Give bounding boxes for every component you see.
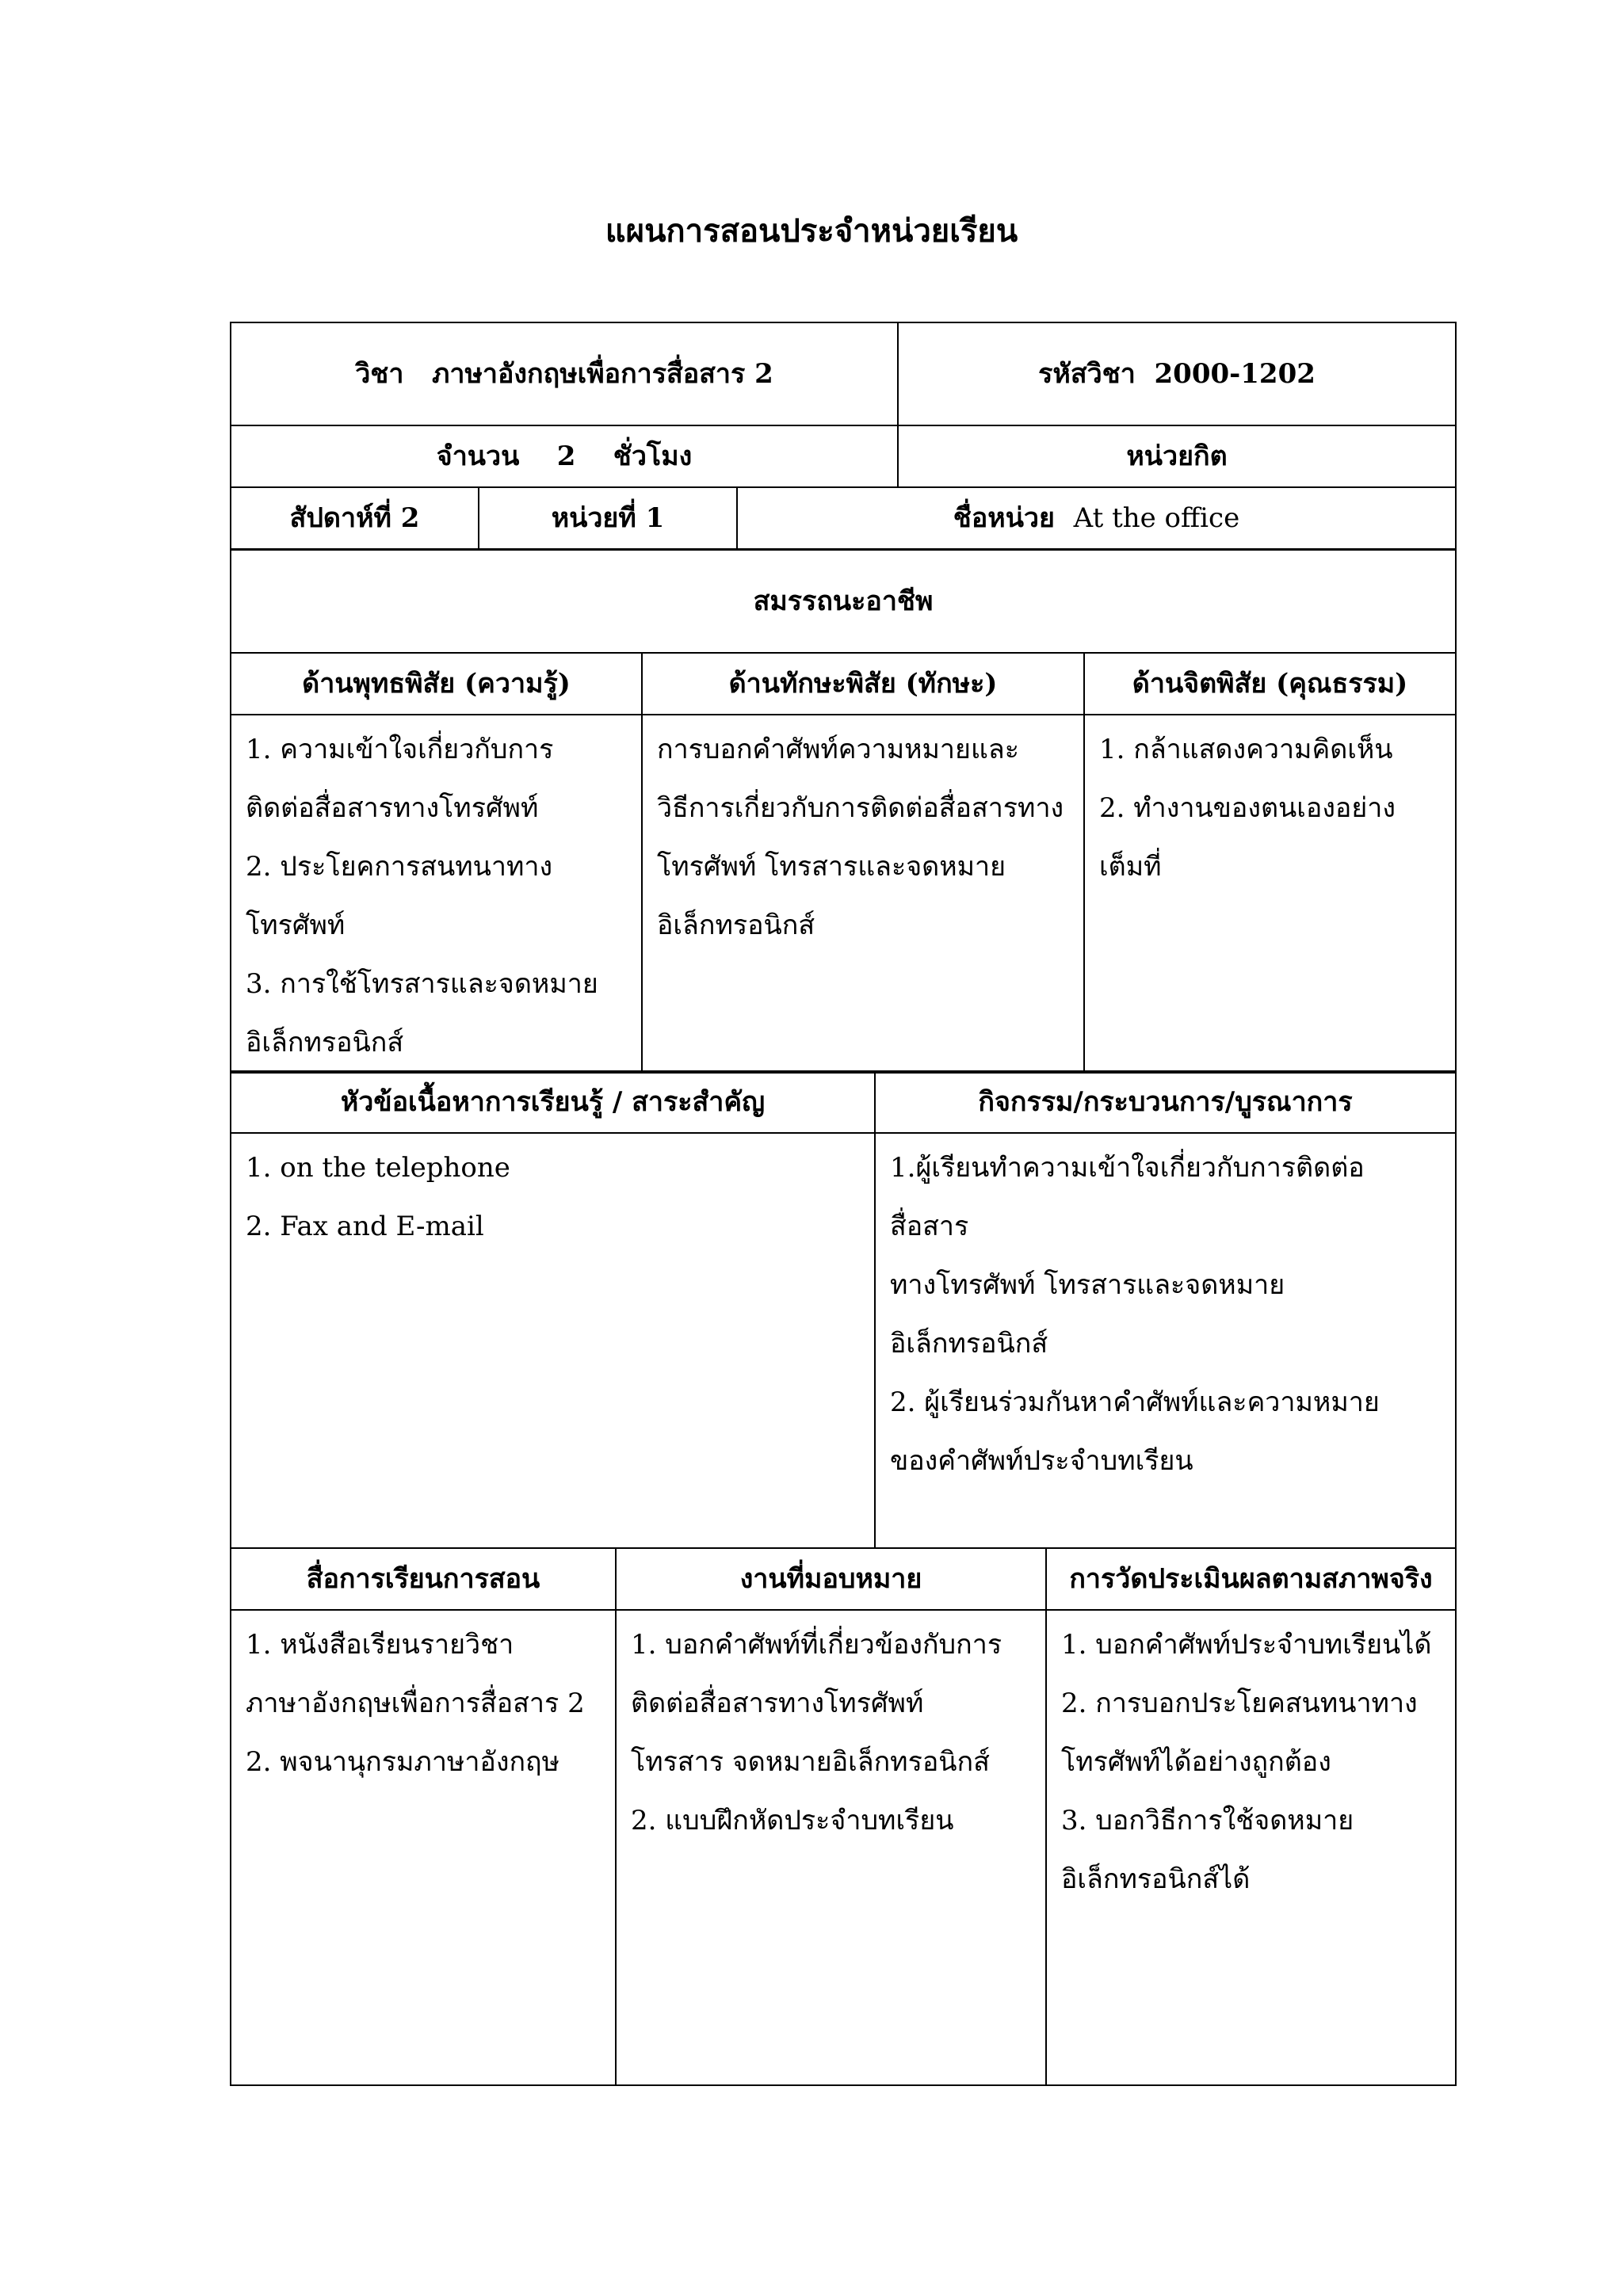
assign-heading: งานที่มอบหมาย [616, 1548, 1046, 1610]
skill-heading: ด้านทักษะพิสัย (ทักษะ) [642, 653, 1084, 715]
text-line: อิเล็กทรอนิกส์ [890, 1328, 1048, 1360]
code-cell [898, 322, 1456, 425]
text-line: ติดต่อสื่อสารทางโทรศัพท์ [631, 1688, 924, 1719]
subject-label: วิชา [355, 358, 404, 390]
activities-heading: กิจกรรม/กระบวนการ/บูรณาการ [875, 1071, 1456, 1133]
text-line: ทางโทรศัพท์ โทรสารและจดหมาย [890, 1269, 1285, 1301]
text-line: 2. แบบฝึกหัดประจำบทเรียน [631, 1805, 954, 1836]
text-line: อิเล็กทรอนิกส์ได้ [1061, 1863, 1251, 1895]
unit-label: หน่วยที่ [551, 502, 636, 534]
topics-heading: หัวข้อเนื้อหาการเรียนรู้ / สาระสำคัญ [231, 1071, 875, 1133]
eval-heading: การวัดประเมินผลตามสภาพจริง [1046, 1548, 1456, 1610]
bottom-table [230, 1547, 1455, 2086]
assign-cell [616, 1610, 1046, 2085]
hours-cell [231, 425, 898, 487]
text-line: 2. ทำงานของตนเองอย่าง [1099, 792, 1396, 824]
media-heading: สื่อการเรียนการสอน [231, 1548, 616, 1610]
text-line: 2. การบอกประโยคสนทนาทาง [1061, 1688, 1418, 1719]
text-line: ของคำศัพท์ประจำบทเรียน [890, 1445, 1193, 1477]
text-line: ภาษาอังกฤษเพื่อการสื่อสาร 2 [246, 1688, 585, 1719]
code-label: รหัสวิชา [1038, 358, 1136, 390]
text-line: โทรศัพท์ได้อย่างถูกต้อง [1061, 1746, 1331, 1778]
knowledge-heading: ด้านพุทธพิสัย (ความรู้) [231, 653, 642, 715]
skill-cell [642, 715, 1084, 1073]
hours-value: 2 [556, 441, 576, 472]
activities-cell [875, 1133, 1456, 1548]
text-line: วิธีการเกี่ยวกับการติดต่อสื่อสารทาง [657, 792, 1064, 824]
attitude-heading: ด้านจิตพิสัย (คุณธรรม) [1084, 653, 1456, 715]
unit-cell [479, 487, 737, 549]
text-line: 2. ผู้เรียนร่วมกันหาคำศัพท์และความหมาย [890, 1386, 1380, 1418]
subject-cell [231, 322, 898, 425]
competency-heading: สมรรถนะอาชีพ [231, 550, 1456, 653]
text-line: 2. Fax and E-mail [246, 1211, 484, 1242]
hours-unit: ชั่วโมง [613, 441, 693, 472]
text-line: โทรศัพท์ [246, 910, 346, 941]
text-line: 1. บอกคำศัพท์ที่เกี่ยวข้องกับการ [631, 1629, 1002, 1661]
text-line: 2. พจนานุกรมภาษาอังกฤษ [246, 1746, 560, 1778]
text-line: 1. on the telephone [246, 1152, 510, 1184]
eval-cell [1046, 1610, 1456, 2085]
header-table [230, 322, 1455, 550]
text-line: 2. ประโยคการสนทนาทาง [246, 851, 553, 883]
week-label: สัปดาห์ที่ [289, 502, 391, 534]
text-line: 1. บอกคำศัพท์ประจำบทเรียนได้ [1061, 1629, 1432, 1661]
unit-name-cell [737, 487, 1456, 549]
text-line: 1.ผู้เรียนทำความเข้าใจเกี่ยวกับการติดต่อสื่อสาร [890, 1152, 1365, 1242]
unit-name-value: At the office [1073, 502, 1240, 534]
credit-cell [898, 425, 1456, 487]
text-line: การบอกคำศัพท์ความหมายและ [657, 734, 1019, 765]
week-cell [231, 487, 479, 549]
text-line: 1. ความเข้าใจเกี่ยวกับการ [246, 734, 554, 765]
content-table [230, 1070, 1455, 1549]
media-cell [231, 1610, 616, 2085]
unit-value: 1 [645, 502, 665, 534]
text-line: 3. การใช้โทรสารและจดหมาย [246, 968, 598, 1000]
text-line: 1. กล้าแสดงความคิดเห็น [1099, 734, 1393, 765]
code-value: 2000-1202 [1154, 358, 1316, 390]
text-line: ติดต่อสื่อสารทางโทรศัพท์ [246, 792, 539, 824]
unit-name-label: ชื่อหน่วย [953, 502, 1055, 534]
text-line: 1. หนังสือเรียนรายวิชา [246, 1629, 514, 1661]
topics-cell [231, 1133, 875, 1548]
subject-name: ภาษาอังกฤษเพื่อการสื่อสาร 2 [432, 358, 773, 390]
hours-label: จำนวน [436, 441, 520, 472]
text-line: อิเล็กทรอนิกส์ [246, 1027, 404, 1058]
text-line: โทรศัพท์ โทรสารและจดหมาย [657, 851, 1006, 883]
credit-label: หน่วยกิต [1126, 441, 1228, 472]
knowledge-cell [231, 715, 642, 1073]
competency-table [230, 549, 1455, 1074]
text-line: 3. บอกวิธีการใช้จดหมาย [1061, 1805, 1354, 1836]
week-value: 2 [400, 502, 420, 534]
attitude-cell [1084, 715, 1456, 1073]
text-line: โทรสาร จดหมายอิเล็กทรอนิกส์ [631, 1746, 990, 1778]
text-line: อิเล็กทรอนิกส์ [657, 910, 815, 941]
page-title: แผนการสอนประจำหน่วยเรียน [605, 212, 1018, 250]
text-line: เต็มที่ [1099, 851, 1162, 883]
